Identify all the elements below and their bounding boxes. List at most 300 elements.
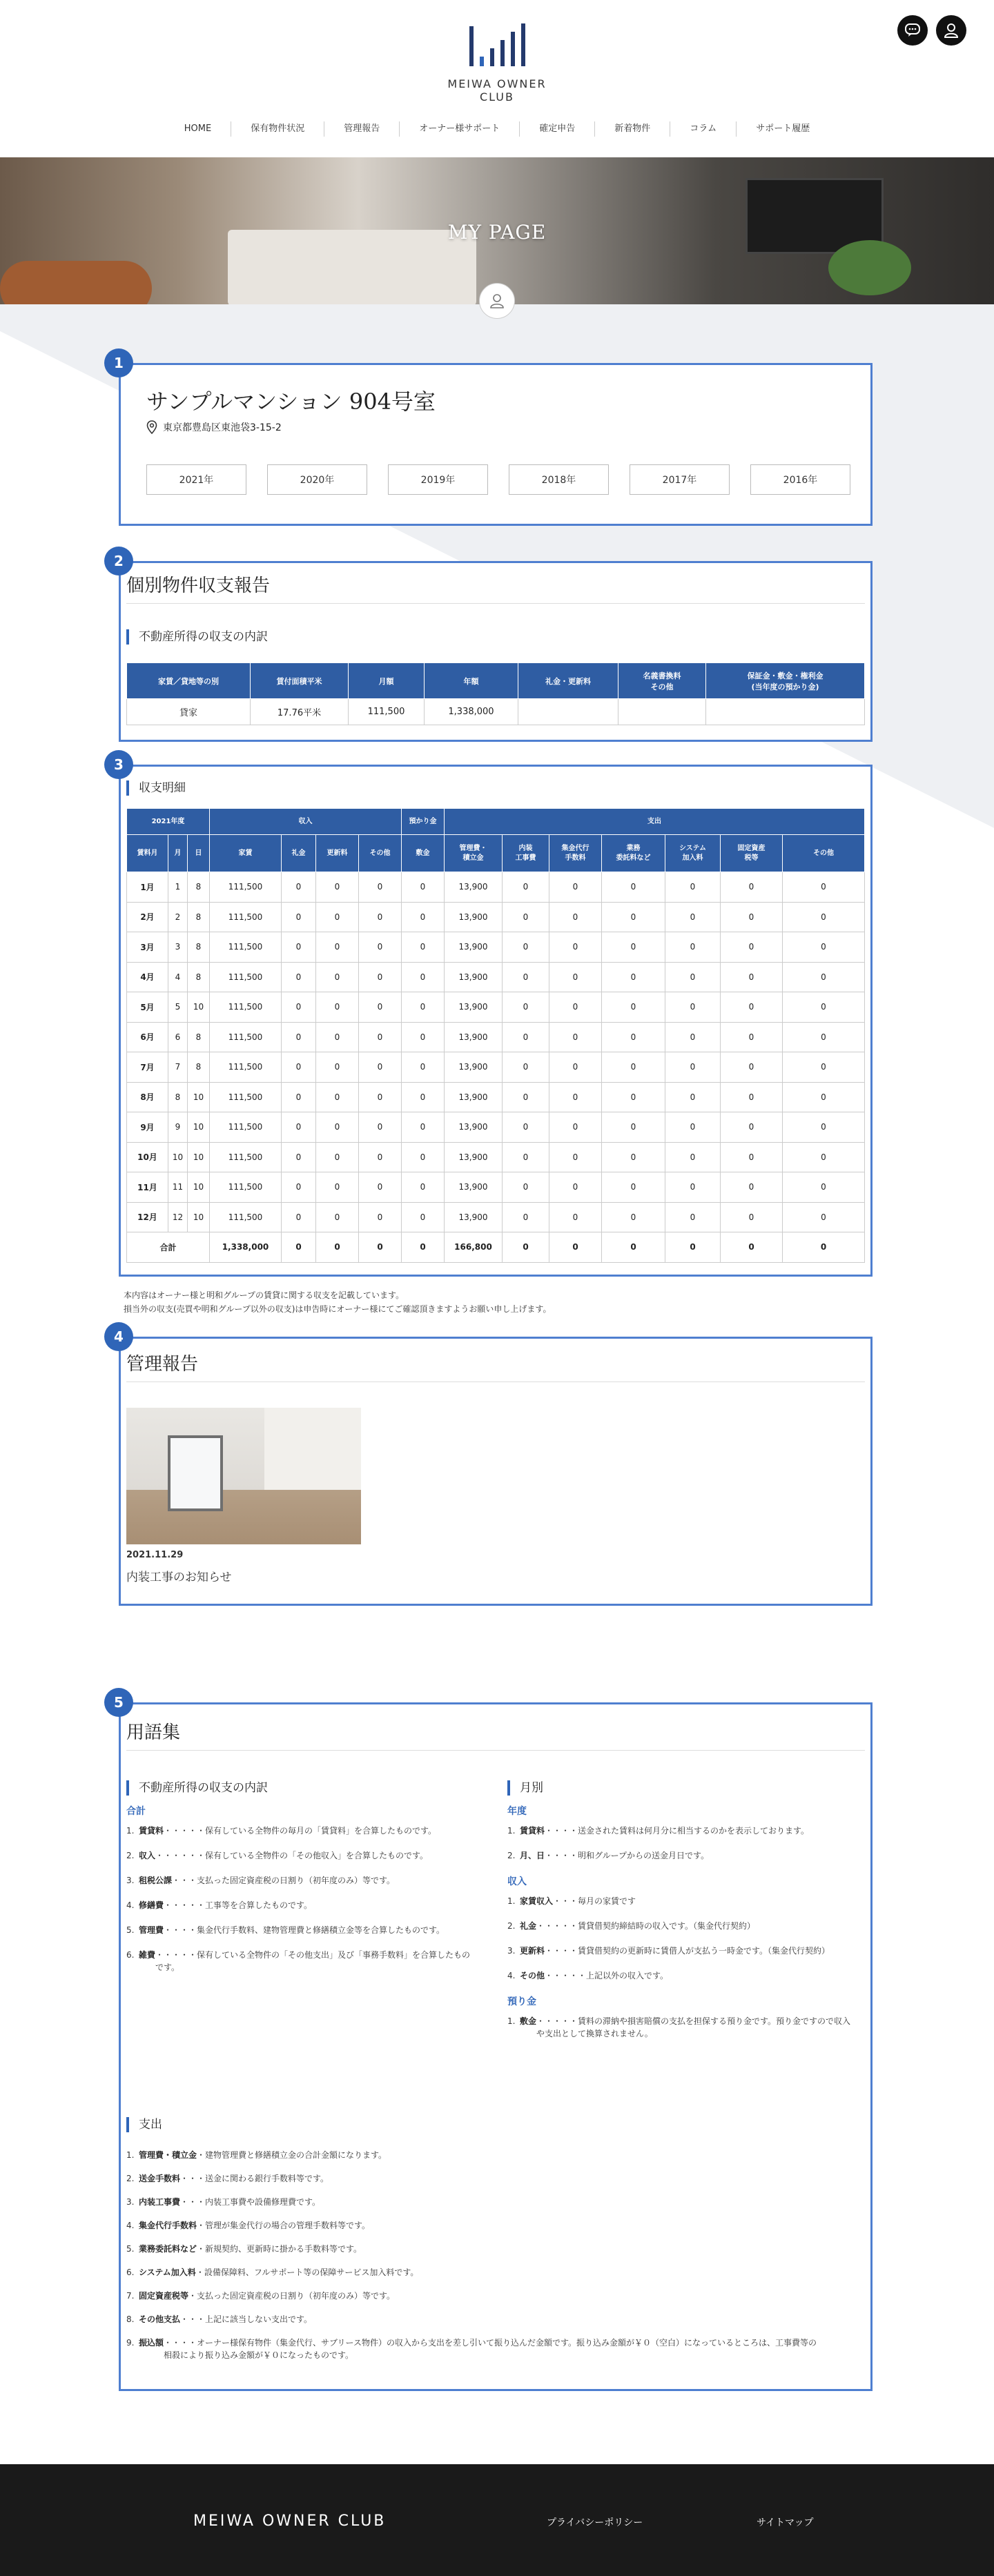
table-cell: 10 [168, 1142, 188, 1172]
nav-home[interactable]: HOME [184, 124, 212, 134]
report-thumbnail [126, 1408, 361, 1544]
section-number: 5 [104, 1688, 133, 1717]
table-cell: 0 [549, 872, 602, 903]
glossary-item [126, 2172, 817, 2185]
table-row [127, 1022, 865, 1052]
item-term: 送金手数料 [139, 2174, 181, 2183]
table-cell: 0 [549, 902, 602, 932]
table-row [127, 1172, 865, 1203]
table-cell: 0 [721, 1022, 783, 1052]
table-cell: 0 [316, 1202, 359, 1232]
year-button[interactable]: 2019年 [388, 464, 488, 495]
logo-mark-icon [428, 23, 566, 66]
table-row [127, 992, 865, 1023]
glossary-item [507, 1825, 852, 1837]
table-cell: 0 [549, 1142, 602, 1172]
table-cell: 0 [359, 1112, 402, 1143]
glossary-item [126, 1874, 471, 1887]
table-cell: 0 [316, 1232, 359, 1263]
glossary-item [126, 2196, 817, 2208]
table-header: 賃料月 [127, 835, 168, 872]
management-report-section [114, 1328, 873, 1606]
table-cell: 0 [665, 1112, 721, 1143]
glossary-item [126, 2266, 817, 2279]
item-number: 5. [126, 2244, 135, 2254]
table-row [127, 1082, 865, 1112]
item-description: ・・・・賃貸借契約の更新時に賃借人が支払う一時金です。（集金代行契約） [545, 1946, 830, 1956]
table-cell: 0 [282, 962, 316, 992]
table-cell: 1 [168, 872, 188, 903]
glossary-item [126, 1825, 471, 1837]
table-row [127, 1052, 865, 1083]
table-cell: 111,500 [210, 1082, 282, 1112]
table-row [127, 1202, 865, 1232]
month-cell: 4月 [127, 962, 168, 992]
table-cell: 0 [316, 992, 359, 1023]
table-cell: 4 [168, 962, 188, 992]
table-header: 礼金・更新料 [518, 663, 618, 699]
table-cell: 0 [359, 1232, 402, 1263]
glossary-category: 預り金 [507, 1996, 536, 2007]
month-cell: 3月 [127, 932, 168, 963]
title-divider [126, 603, 865, 604]
table-cell: 0 [665, 1232, 721, 1263]
table-cell: 0 [402, 1112, 445, 1143]
table-cell: 0 [783, 1142, 865, 1172]
table-cell: 0 [783, 1022, 865, 1052]
chat-icon [904, 23, 921, 38]
table-cell: 0 [359, 932, 402, 963]
item-number: 4. [507, 1971, 516, 1980]
table-cell: 0 [665, 1052, 721, 1083]
section-number: 2 [104, 547, 133, 576]
table-cell: 0 [503, 1112, 549, 1143]
table-cell: 8 [188, 962, 210, 992]
chat-button[interactable] [897, 15, 928, 46]
title-divider [126, 1750, 865, 1751]
table-cell: 0 [602, 1142, 665, 1172]
table-cell: 0 [282, 902, 316, 932]
table-cell: 0 [783, 1052, 865, 1083]
address-text: 東京都豊島区東池袋3-15-2 [163, 422, 282, 433]
month-cell: 6月 [127, 1022, 168, 1052]
glossary-item [126, 2219, 817, 2232]
site-footer [0, 2464, 994, 2576]
nav-support-history[interactable]: サポート履歴 [736, 121, 829, 137]
item-description: ・・・上記に該当しない支出です。 [180, 2314, 313, 2324]
total-row [127, 1232, 865, 1263]
table-cell: 111,500 [210, 992, 282, 1023]
table-header: 賃付面積平米 [251, 663, 349, 699]
table-cell: 0 [282, 992, 316, 1023]
table-cell [518, 699, 618, 725]
table-cell: 17.76平米 [251, 699, 349, 725]
item-term: 内装工事費 [139, 2197, 181, 2207]
table-header: 礼金 [282, 835, 316, 872]
table-header: その他 [783, 835, 865, 872]
map-pin-icon [146, 420, 157, 434]
table-cell: 0 [402, 932, 445, 963]
glossary-bottom [126, 2117, 817, 2372]
table-cell: 0 [503, 1232, 549, 1263]
month-cell: 2月 [127, 902, 168, 932]
table-cell: 0 [402, 1052, 445, 1083]
table-cell: 0 [282, 1202, 316, 1232]
table-cell: 0 [602, 992, 665, 1023]
table-cell: 0 [721, 1172, 783, 1203]
section-title: 用語集 [126, 1722, 181, 1743]
total-label: 合計 [127, 1232, 210, 1263]
property-address [146, 420, 282, 434]
table-cell: 0 [602, 1082, 665, 1112]
property-name: サンプルマンション 904号室 [146, 389, 436, 415]
table-cell: 0 [721, 1202, 783, 1232]
table-header: 月額 [349, 663, 425, 699]
table-cell: 貸家 [127, 699, 251, 725]
table-row [127, 1112, 865, 1143]
user-icon [489, 293, 505, 308]
table-cell: 0 [549, 1052, 602, 1083]
table-cell: 0 [549, 992, 602, 1023]
table-cell: 0 [359, 1202, 402, 1232]
table-cell: 111,500 [210, 962, 282, 992]
table-header: 内装 工事費 [503, 835, 549, 872]
table-cell: 0 [503, 932, 549, 963]
footer-logo[interactable]: MEIWA OWNER CLUB [193, 2513, 387, 2530]
table-cell: 0 [665, 1142, 721, 1172]
item-number: 4. [126, 1900, 135, 1910]
report-table [126, 662, 865, 725]
item-description: ・新規契約、更新時に掛かる手数料等です。 [197, 2244, 362, 2254]
table-cell: 13,900 [445, 992, 503, 1023]
table-group-header: 収入 [210, 809, 402, 835]
nav-tax-return[interactable]: 確定申告 [519, 121, 594, 137]
year-button[interactable]: 2021年 [146, 464, 246, 495]
table-cell: 0 [721, 1112, 783, 1143]
table-cell: 0 [602, 1112, 665, 1143]
section-subtitle: 収支明細 [126, 780, 186, 796]
table-cell: 13,900 [445, 962, 503, 992]
table-cell: 0 [549, 1172, 602, 1203]
item-number: 2. [507, 1921, 516, 1931]
item-description: ・管理が集金代行の場合の管理手数料等です。 [197, 2221, 371, 2230]
table-cell: 0 [503, 1022, 549, 1052]
table-cell: 0 [602, 1172, 665, 1203]
table-cell: 0 [402, 1142, 445, 1172]
table-cell: 0 [282, 1052, 316, 1083]
year-button[interactable]: 2016年 [750, 464, 850, 495]
item-term: 租税公課 [139, 1876, 173, 1885]
table-cell: 0 [783, 1202, 865, 1232]
glossary-item [507, 1920, 852, 1932]
table-cell: 0 [402, 902, 445, 932]
property-section [114, 355, 873, 526]
month-cell: 7月 [127, 1052, 168, 1083]
note-line: 損当外の収支(売買や明和グループ以外の収支)は申告時にオーナー様にてご確認頂きますようお願い申し上げます。 [124, 1304, 552, 1314]
item-number: 5. [126, 1925, 135, 1935]
report-card[interactable] [126, 1408, 361, 1584]
table-cell: 0 [665, 962, 721, 992]
table-row [127, 872, 865, 903]
table-cell: 0 [665, 902, 721, 932]
year-button[interactable]: 2018年 [509, 464, 609, 495]
table-cell: 0 [503, 902, 549, 932]
glossary-item [507, 1849, 852, 1862]
glossary-heading: 不動産所得の収支の内訳 [126, 1780, 471, 1796]
table-cell: 13,900 [445, 1112, 503, 1143]
table-cell: 0 [665, 1022, 721, 1052]
table-cell: 13,900 [445, 1052, 503, 1083]
table-cell: 0 [665, 992, 721, 1023]
item-description: ・・・・・賃料の滞納や損害賠償の支払を担保する預り金です。預り金ですので収入や支出として換算されません。 [536, 2016, 851, 2038]
table-cell: 0 [359, 962, 402, 992]
item-term: 集金代行手数料 [139, 2221, 197, 2230]
profile-avatar[interactable] [479, 283, 515, 319]
table-cell: 13,900 [445, 1082, 503, 1112]
table-cell: 13,900 [445, 1142, 503, 1172]
table-group-header: 支出 [445, 809, 865, 835]
item-description: ・・・内装工事費や設備修理費です。 [180, 2197, 321, 2207]
footer-privacy-link[interactable]: プライバシーポリシー [547, 2517, 643, 2528]
table-header: 年額 [425, 663, 518, 699]
table-cell: 0 [402, 1202, 445, 1232]
item-description: ・・・・・工事等を合算したものです。 [164, 1900, 313, 1910]
table-cell: 0 [282, 1142, 316, 1172]
table-cell: 0 [316, 962, 359, 992]
year-button[interactable]: 2020年 [267, 464, 367, 495]
table-cell: 0 [549, 1232, 602, 1263]
table-cell: 0 [316, 932, 359, 963]
footer-sitemap-link[interactable]: サイトマップ [757, 2517, 814, 2528]
section-title: 管理報告 [126, 1354, 199, 1375]
item-description: ・建物管理費と修繕積立金の合計金額になります。 [197, 2150, 387, 2160]
table-cell: 0 [665, 872, 721, 903]
table-cell: 0 [282, 1082, 316, 1112]
table-cell: 0 [665, 932, 721, 963]
table-group-header: 2021年度 [127, 809, 210, 835]
glossary-item [126, 2313, 817, 2326]
glossary-item [126, 2243, 817, 2255]
table-cell: 0 [665, 1172, 721, 1203]
table-cell: 0 [282, 872, 316, 903]
table-cell: 0 [549, 1202, 602, 1232]
table-cell: 0 [359, 992, 402, 1023]
table-cell: 0 [549, 1112, 602, 1143]
table-cell: 0 [721, 1232, 783, 1263]
table-cell: 0 [783, 1232, 865, 1263]
table-cell: 0 [665, 1202, 721, 1232]
table-cell [706, 699, 865, 725]
table-cell: 0 [503, 992, 549, 1023]
page-title: MY PAGE [447, 221, 547, 244]
item-term: 月、日 [520, 1851, 545, 1860]
glossary-item [507, 1945, 852, 1957]
table-cell: 0 [282, 1232, 316, 1263]
nav-new-properties[interactable]: 新着物件 [594, 121, 670, 137]
item-description: ・・・・・・保有している全物件の「その他収入」を合算したものです。 [155, 1851, 429, 1860]
table-header: 業務 委託料など [602, 835, 665, 872]
table-cell: 0 [402, 1082, 445, 1112]
item-number: 3. [126, 1876, 135, 1885]
table-cell: 8 [188, 902, 210, 932]
month-cell: 10月 [127, 1142, 168, 1172]
table-cell: 8 [188, 872, 210, 903]
table-cell: 0 [602, 1232, 665, 1263]
table-cell: 111,500 [349, 699, 425, 725]
nav-column[interactable]: コラム [670, 121, 736, 137]
item-number: 3. [126, 2197, 135, 2207]
table-cell: 0 [316, 1142, 359, 1172]
table-cell: 8 [188, 1052, 210, 1083]
table-cell: 13,900 [445, 932, 503, 963]
nav-management-report[interactable]: 管理報告 [324, 121, 399, 137]
item-description: ・支払った固定資産税の日割り（初年度のみ）等です。 [188, 2291, 396, 2301]
table-cell: 111,500 [210, 902, 282, 932]
item-number: 8. [126, 2314, 135, 2324]
year-selector [121, 464, 850, 495]
nav-owner-support[interactable]: オーナー様サポート [399, 121, 519, 137]
table-cell: 0 [602, 1052, 665, 1083]
table-cell: 0 [282, 1172, 316, 1203]
table-cell: 0 [602, 962, 665, 992]
table-cell: 0 [503, 962, 549, 992]
item-description: ・設備保障料、フルサポート等の保障サービス加入料です。 [195, 2268, 419, 2277]
note-line: 本内容はオーナー様と明和グループの賃貸に関する収支を記載しています。 [124, 1290, 405, 1300]
item-term: 業務委託料など [139, 2244, 197, 2254]
table-cell: 0 [503, 872, 549, 903]
item-term: 修繕費 [139, 1900, 164, 1910]
table-header: 管理費・ 積立金 [445, 835, 503, 872]
table-cell: 166,800 [445, 1232, 503, 1263]
table-cell: 0 [721, 1052, 783, 1083]
account-button[interactable] [936, 15, 966, 46]
item-description: ・・・・集金代行手数料、建物管理費と修繕積立金等を合算したものです。 [164, 1925, 445, 1935]
table-cell: 0 [316, 902, 359, 932]
item-term: 管理費・積立金 [139, 2150, 197, 2160]
glossary-heading: 支出 [126, 2117, 817, 2132]
table-cell: 0 [402, 1172, 445, 1203]
table-cell: 111,500 [210, 1172, 282, 1203]
table-cell: 0 [503, 1142, 549, 1172]
detail-table-wrap [126, 808, 865, 1263]
item-term: その他支払 [139, 2314, 181, 2324]
table-cell: 10 [188, 1142, 210, 1172]
table-cell: 0 [503, 1172, 549, 1203]
table-cell: 111,500 [210, 1112, 282, 1143]
table-cell: 0 [783, 1082, 865, 1112]
table-cell: 0 [602, 932, 665, 963]
year-button[interactable]: 2017年 [630, 464, 730, 495]
item-description: ・・・送金に関わる銀行手数料等です。 [180, 2174, 329, 2183]
item-term: その他 [520, 1971, 545, 1980]
table-cell: 0 [316, 1052, 359, 1083]
month-cell: 1月 [127, 872, 168, 903]
month-cell: 8月 [127, 1082, 168, 1112]
table-cell: 0 [783, 962, 865, 992]
table-header: 家賃 [210, 835, 282, 872]
item-term: 礼金 [520, 1921, 537, 1931]
section-number: 1 [104, 348, 133, 377]
item-term: 敷金 [520, 2016, 537, 2026]
report-headline[interactable]: 内装工事のお知らせ [126, 1571, 232, 1584]
table-header: その他 [359, 835, 402, 872]
glossary-item [126, 1924, 471, 1936]
table-cell: 0 [602, 1202, 665, 1232]
table-cell: 5 [168, 992, 188, 1023]
table-cell: 10 [188, 1082, 210, 1112]
table-cell: 0 [721, 872, 783, 903]
table-row [127, 1142, 865, 1172]
item-number: 9. [126, 2338, 135, 2348]
table-row [127, 962, 865, 992]
month-cell: 9月 [127, 1112, 168, 1143]
table-cell: 13,900 [445, 1022, 503, 1052]
table-header: 名義書換料 その他 [618, 663, 706, 699]
item-description: ・・・支払った固定資産税の日割り（初年度のみ）等です。 [172, 1876, 396, 1885]
table-cell: 3 [168, 932, 188, 963]
item-term: 管理費 [139, 1925, 164, 1935]
table-cell [618, 699, 706, 725]
table-cell: 13,900 [445, 872, 503, 903]
table-cell: 13,900 [445, 1172, 503, 1203]
item-number: 4. [126, 2221, 135, 2230]
item-term: システム加入料 [139, 2268, 196, 2277]
table-cell: 10 [188, 1172, 210, 1203]
table-cell: 0 [316, 1112, 359, 1143]
table-cell: 0 [316, 1022, 359, 1052]
month-cell: 5月 [127, 992, 168, 1023]
item-number: 1. [507, 1896, 516, 1906]
item-term: 更新料 [520, 1946, 545, 1956]
income-report-section [114, 553, 873, 742]
item-number: 1. [507, 1826, 516, 1836]
brand-name: MEIWA OWNER CLUB [447, 77, 547, 104]
table-cell: 10 [188, 1202, 210, 1232]
table-cell: 0 [316, 872, 359, 903]
nav-properties[interactable]: 保有物件状況 [231, 121, 324, 137]
table-cell: 7 [168, 1052, 188, 1083]
table-cell: 8 [168, 1082, 188, 1112]
table-cell: 0 [359, 1082, 402, 1112]
glossary-item [126, 1949, 471, 1974]
item-number: 6. [126, 1950, 135, 1960]
table-cell: 10 [188, 992, 210, 1023]
detail-section [114, 756, 873, 1277]
table-cell: 0 [282, 1112, 316, 1143]
detail-notes [124, 1288, 551, 1316]
table-cell: 111,500 [210, 1052, 282, 1083]
glossary-item [126, 1849, 471, 1862]
item-description: ・・・・オーナー様保有物件（集金代行、サブリース物件）の収入から支出を差し引いて振り込んだ金額です。振り込み金額が￥０（空白）になっているところは、工事費等の相殺により振り込み金額が￥０になったものです。 [164, 2338, 817, 2360]
table-cell: 0 [602, 902, 665, 932]
hero-photo-chair [0, 261, 152, 304]
glossary-item [126, 2337, 817, 2361]
item-number: 2. [126, 1851, 135, 1860]
table-cell: 0 [783, 932, 865, 963]
table-cell: 0 [721, 1082, 783, 1112]
item-description: ・・・・明和グループからの送金月日です。 [545, 1851, 710, 1860]
item-number: 2. [507, 1851, 516, 1860]
table-header: 固定資産 税等 [721, 835, 783, 872]
user-icon [944, 23, 959, 38]
brand-logo[interactable] [428, 23, 566, 104]
item-description: ・・・・・賃貸借契約締結時の収入です。（集金代行契約） [536, 1921, 756, 1931]
table-cell: 0 [783, 1172, 865, 1203]
item-number: 7. [126, 2291, 135, 2301]
section-title: 個別物件収支報告 [126, 576, 271, 596]
table-group-header: 預かり金 [402, 809, 445, 835]
table-header: 保証金・敷金・権利金 (当年度の預かり金) [706, 663, 865, 699]
